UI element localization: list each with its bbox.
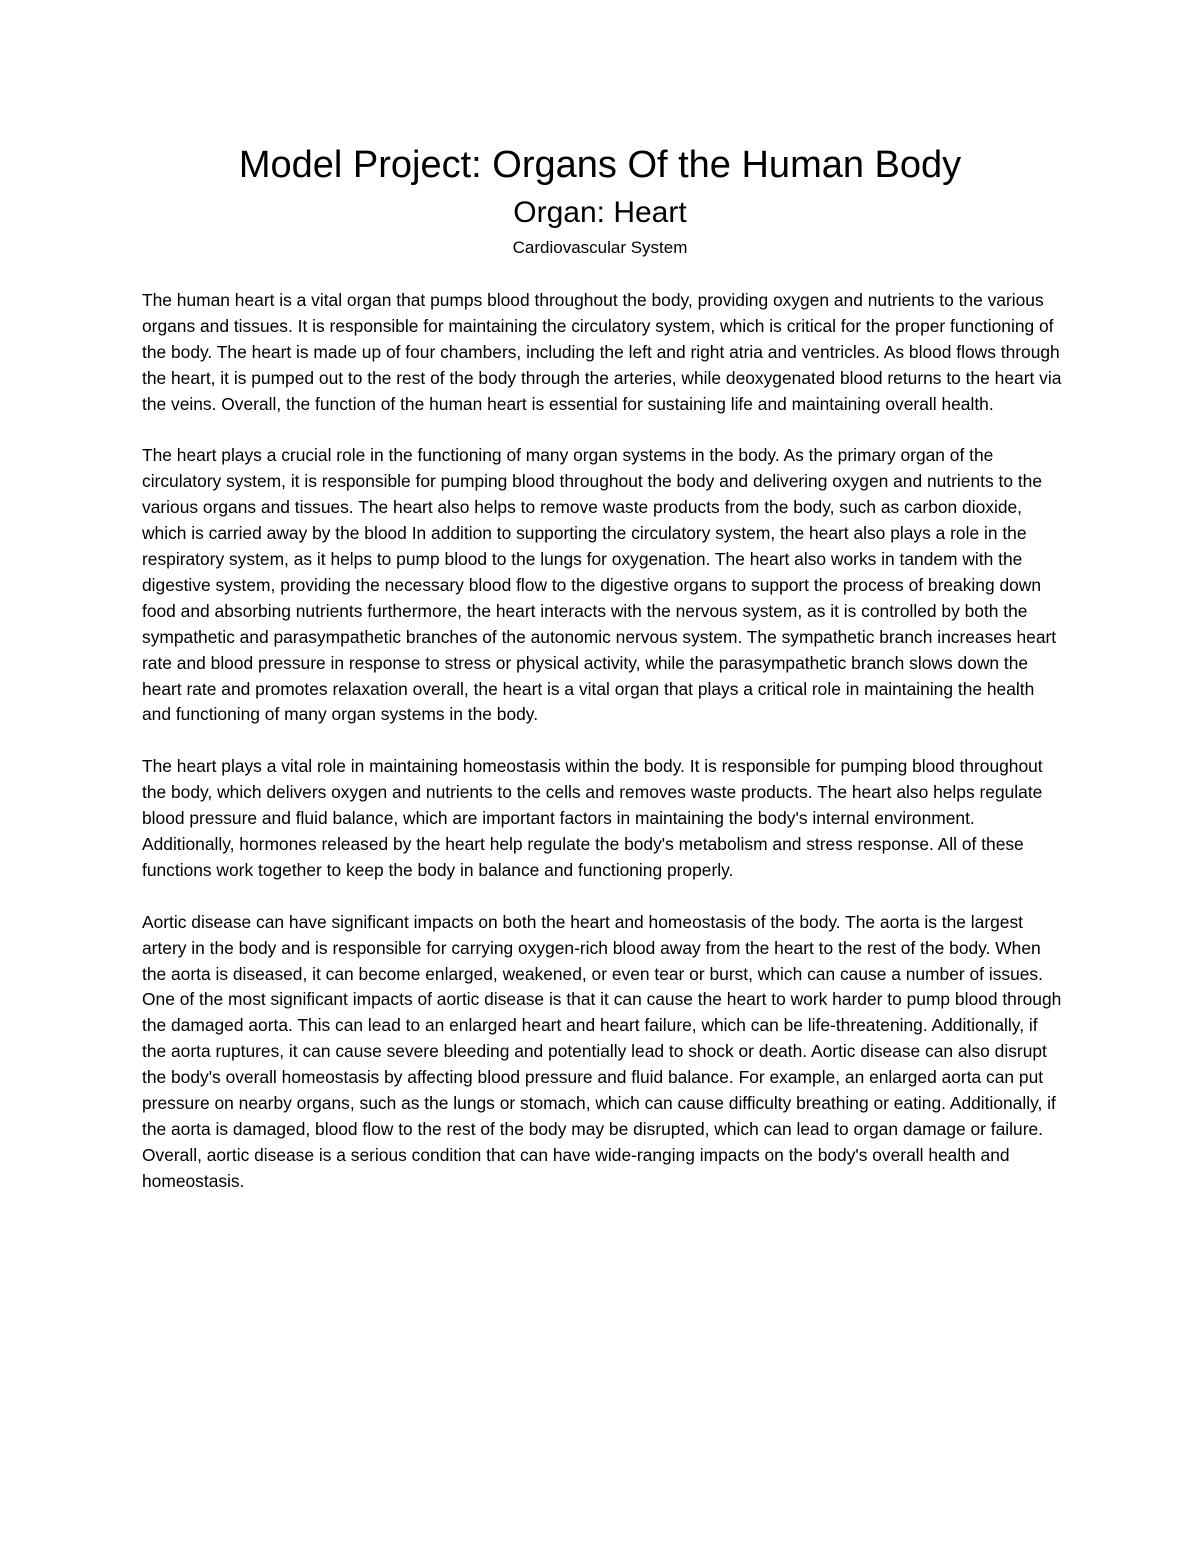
- system-label: Cardiovascular System: [512, 238, 688, 257]
- paragraph-organ-systems: The heart plays a crucial role in the functioning of many organ systems in the body. As the primary organ of the circulatory system, it is responsible for pumping blood throughout the body and delivering oxygen and nutrients to the various organs and tissues. The heart also helps to remove waste products from the body, such as carbon dioxide, which is carried away by the blood In addition to supporting the circulatory system, the heart also plays a role in the respiratory system, as it helps to pump blood to the lungs for oxygenation. The heart also works in tandem with the digestive system, providing the necessary blood flow to the digestive organs to support the process of breaking down food and absorbing nutrients furthermore, the heart interacts with the nervous system, as it is controlled by both the sympathetic and parasympathetic branches of the autonomic nervous system. The sympathetic branch increases heart rate and blood pressure in response to stress or physical activity, while the parasympathetic branch slows down the heart rate and promotes relaxation overall, the heart is a vital organ that plays a critical role in maintaining the health and functioning of many organ systems in the body.: [142, 445, 1057, 725]
- document-title: Model Project: Organs Of the Human Body: [238, 144, 962, 186]
- paragraph-homeostasis: The heart plays a vital role in maintaining homeostasis within the body. It is responsible for pumping blood throughout the body, which delivers oxygen and nutrients to the cells and removes waste products. The heart also helps regulate blood pressure and fluid balance, which are important factors in maintaining the body's internal environment. Additionally, hormones released by the heart help regulate the body's metabolism and stress response. All of these functions work together to keep the body in balance and functioning properly.: [142, 756, 1043, 880]
- document-body: [142, 288, 1062, 1221]
- organ-subtitle: Organ: Heart: [513, 196, 687, 229]
- paragraph-heart-overview: The human heart is a vital organ that pumps blood throughout the body, providing oxygen and nutrients to the various organs and tissues. It is responsible for maintaining the circulatory system, which is critical for the proper functioning of the body. The heart is made up of four chambers, including the left and right atria and ventricles. As blood flows through the heart, it is pumped out to the rest of the body through the arteries, while deoxygenated blood returns to the heart via the veins. Overall, the function of the human heart is essential for sustaining life and maintaining overall health.: [142, 290, 1062, 414]
- paragraph-aortic-disease: Aortic disease can have significant impacts on both the heart and homeostasis of the body. The aorta is the largest artery in the body and is responsible for carrying oxygen-rich blood away from the heart to the rest of the body. When the aorta is diseased, it can become enlarged, weakened, or even tear or burst, which can cause a number of issues. One of the most significant impacts of aortic disease is that it can cause the heart to work harder to pump blood through the damaged aorta. This can lead to an enlarged heart and heart failure, which can be life-threatening. Additionally, if the aorta ruptures, it can cause severe bleeding and potentially lead to shock or death. Aortic disease can also disrupt the body's overall homeostasis by affecting blood pressure and fluid balance. For example, an enlarged aorta can put pressure on nearby organs, such as the lungs or stomach, which can cause difficulty breathing or eating. Additionally, if the aorta is damaged, blood flow to the rest of the body may be disrupted, which can lead to organ damage or failure. Overall, aortic disease is a serious condition that can have wide-ranging impacts on the body's overall health and homeostasis.: [142, 911, 1062, 1191]
